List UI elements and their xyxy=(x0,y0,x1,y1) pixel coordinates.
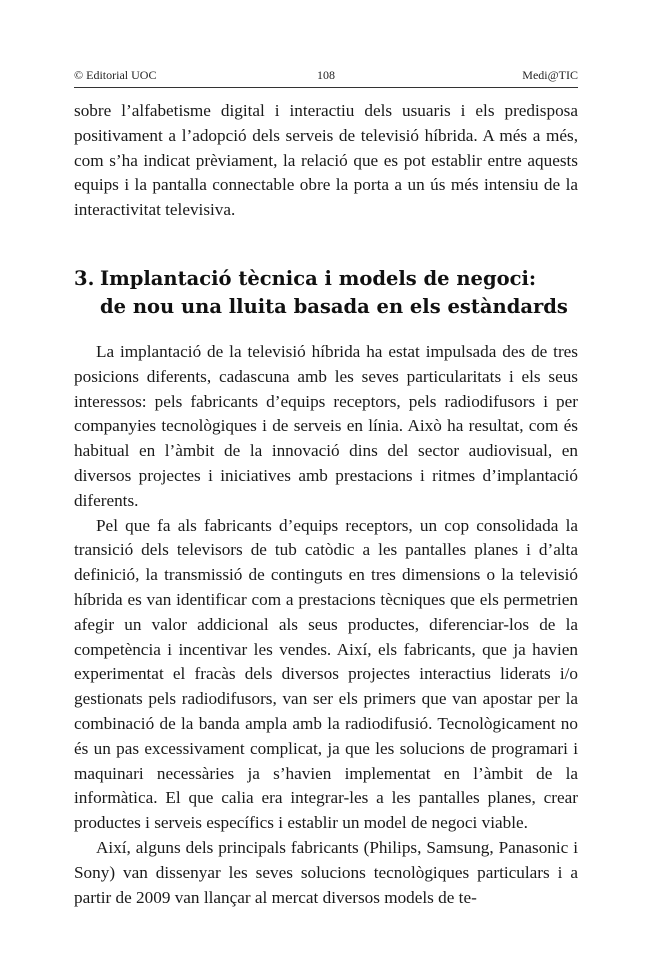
running-header xyxy=(74,66,578,84)
page-body xyxy=(74,99,578,910)
section-title-line-1: Implantació tècnica i models de negoci: xyxy=(100,266,537,290)
paragraph: Així, alguns dels principals fabricants (Philips, Samsung, Panasonic i Sony) van dissenyar les seves solucions tecnològiques particulars i a partir de 2009 van llançar al mercat diversos models de te- xyxy=(74,837,578,907)
paragraph: La implantació de la televisió híbrida ha estat impulsada des de tres posicions diferents, cadascuna amb les seves particularitats i els seus interessos: pels fabricants d’equips receptors, pels radiodifusors i per companyies tecnològiques i de serveis en línia. Això ha resultat, com és habitual en l’àmbit de la innovació dins del sector audiovisual, en diversos projectes i iniciatives amb prestacions i ritmes d’implantació diferents. xyxy=(74,341,578,510)
paragraph: Pel que fa als fabricants d’equips receptors, un cop consolidada la transició dels televisors de tub catòdic a les pantalles planes i d’alta definició, la transmissió de continguts en tres dimensions o la televisió híbrida es van identificar com a prestacions tècniques que els permetrien afegir un valor addicional als seus productes, diferenciar-los de la competència i incentivar les vendes. Així, els fabricants, que ja havien experimentat el fracàs dels diversos projectes interactius liderats i/o gestionats pels radiodifusors, van ser els primers que van apostar per la combinació de la banda ampla amb la radiodifusió. Tecnològicament no és un pas excessivament complicat, ja que les solucions de programari i maquinari necessàries ja s’havien implementat en l’àmbit de la informàtica. El que calia era integrar-les a les pantalles planes, crear productes i serveis específics i establir un model de negoci viable. xyxy=(74,515,578,833)
header-divider xyxy=(74,87,578,88)
page-number: 108 xyxy=(317,68,335,82)
publisher-label: © Editorial UOC xyxy=(74,68,157,82)
section-heading xyxy=(74,265,578,321)
book-page xyxy=(74,66,578,910)
section-number: 3. xyxy=(74,266,95,290)
section-title-line-2: de nou una lluita basada en els estàndards xyxy=(100,294,568,318)
section-title xyxy=(100,265,578,321)
intro-paragraph: sobre l’alfabetisme digital i interactiu dels usuaris i els predisposa positivament a l’adopció dels serveis de televisió híbrida. A més a més, com s’ha indicat prèviament, la relació que es pot establir entre aquests equips i la pantalla connectable obre la porta a un ús més intensiu de la interactivitat televisiva. xyxy=(74,101,578,220)
book-title-label: Medi@TIC xyxy=(522,68,578,82)
